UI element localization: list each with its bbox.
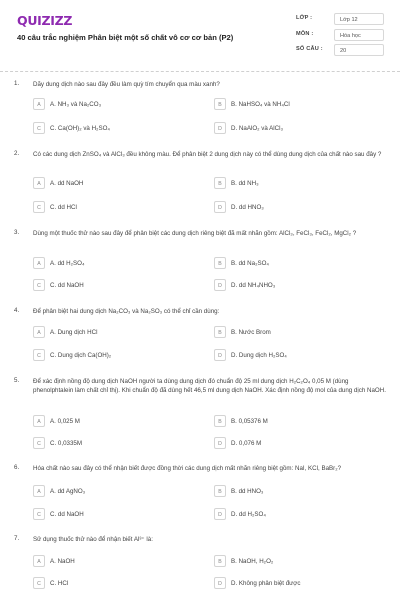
worksheet-title: 40 câu trắc nghiệm Phân biệt một số chất vô cơ cơ bản (P2) (17, 33, 234, 42)
meta-question-count (296, 44, 386, 58)
option-text: A. dd NaOH (50, 179, 84, 187)
option-text: D. 0,076 M (231, 439, 262, 447)
option-text: B. NaOH, H₂O₂ (231, 557, 274, 565)
option-text: C. Dung dịch Ca(OH)₂ (50, 351, 112, 359)
option-text: C. Ca(OH)₂ và H₂SO₄ (50, 124, 110, 132)
option-letter-box: A (33, 326, 45, 338)
option-letter-box: D (214, 201, 226, 213)
option-d[interactable] (214, 349, 390, 361)
option-c[interactable] (33, 577, 209, 589)
question-text: Dãy dung dịch nào sau đây đều làm quỳ tím chuyển qua màu xanh? (33, 81, 220, 88)
question-number: 6. (14, 464, 20, 471)
option-text: C. dd HCl (50, 203, 77, 211)
option-d[interactable] (214, 508, 390, 520)
option-text: A. 0,025 M (50, 417, 80, 425)
option-b[interactable] (214, 98, 390, 110)
option-text: C. 0,0335M (50, 439, 82, 447)
option-c[interactable] (33, 201, 209, 213)
option-d[interactable] (214, 437, 390, 449)
option-letter-box: C (33, 577, 45, 589)
option-b[interactable] (214, 177, 390, 189)
option-c[interactable] (33, 437, 209, 449)
option-text: D. dd H₂SO₄ (231, 510, 266, 518)
quizizz-logo: QUIZIZZ (17, 13, 73, 28)
meta-subject-value: Hóa học (334, 29, 384, 41)
option-d[interactable] (214, 577, 390, 589)
option-text: D. dd NH₄NHO₃ (231, 281, 276, 289)
option-text: A. dd AgNO₃ (50, 487, 86, 495)
option-c[interactable] (33, 279, 209, 291)
option-letter-box: C (33, 201, 45, 213)
option-letter-box: C (33, 437, 45, 449)
option-letter-box: D (214, 122, 226, 134)
question-number: 3. (14, 229, 20, 236)
option-letter-box: B (214, 555, 226, 567)
option-b[interactable] (214, 326, 390, 338)
option-text: A. Dung dịch HCl (50, 328, 98, 336)
option-text: D. dd HNO₃ (231, 203, 264, 211)
option-text: A. dd H₂SO₄ (50, 259, 85, 267)
question-number: 2. (14, 150, 20, 157)
option-letter-box: C (33, 508, 45, 520)
option-d[interactable] (214, 122, 390, 134)
option-a[interactable] (33, 485, 209, 497)
option-b[interactable] (214, 485, 390, 497)
meta-question-count-label: SỐ CÂU : (296, 46, 323, 52)
option-text: B. 0,05376 M (231, 417, 268, 425)
option-letter-box: A (33, 177, 45, 189)
option-d[interactable] (214, 279, 390, 291)
option-letter-box: A (33, 485, 45, 497)
option-text: B. Nước Brom (231, 328, 271, 336)
meta-class (296, 13, 386, 27)
option-letter-box: B (214, 485, 226, 497)
question-text: Có các dung dịch ZnSO₄ và AlCl₃ đều không màu. Để phân biệt 2 dung dịch này có thể dùng dung dịch của chất nào sau đây ? (33, 151, 382, 158)
option-letter-box: B (214, 177, 226, 189)
header-divider (0, 71, 400, 72)
option-b[interactable] (214, 257, 390, 269)
question-number: 5. (14, 377, 20, 384)
option-letter-box: B (214, 415, 226, 427)
option-letter-box: D (214, 508, 226, 520)
option-text: B. NaHSO₄ và NH₄Cl (231, 100, 290, 108)
option-letter-box: C (33, 349, 45, 361)
option-c[interactable] (33, 508, 209, 520)
option-a[interactable] (33, 555, 209, 567)
question-text: Để phân biệt hai dung dịch Na₂CO₃ và Na₂SO₃ có thể chỉ cần dùng: (33, 308, 220, 315)
option-text: C. dd NaOH (50, 281, 84, 289)
option-c[interactable] (33, 122, 209, 134)
option-text: C. HCl (50, 579, 69, 587)
question-text: Dùng một thuốc thử nào sau đây để phân biệt các dung dịch riêng biệt đã mất nhãn gồm: AlCl₃, FeCl₃, FeCl₂, MgCl₂ ? (33, 230, 357, 237)
worksheet-header (0, 0, 400, 70)
option-letter-box: B (214, 326, 226, 338)
meta-question-count-value: 20 (334, 44, 384, 56)
option-letter-box: C (33, 279, 45, 291)
option-b[interactable] (214, 555, 390, 567)
meta-class-label: LỚP : (296, 15, 313, 21)
option-text: A. NH₃ và Na₂CO₃ (50, 100, 102, 108)
option-letter-box: B (214, 98, 226, 110)
option-text: B. dd Na₂SO₄ (231, 259, 269, 267)
option-letter-box: D (214, 279, 226, 291)
option-text: D. Không phân biệt được (231, 579, 301, 587)
question-text: Hóa chất nào sau đây có thể nhận biết được đồng thời các dung dịch mất nhãn riêng biệt gồm: NaI, KCl, BaBr₂? (33, 465, 342, 472)
option-text: D. NaAlO₂ và AlCl₃ (231, 124, 284, 132)
meta-class-value: Lớp 12 (334, 13, 384, 25)
meta-subject-label: MÔN : (296, 31, 314, 37)
option-text: B. dd NH₃ (231, 179, 259, 187)
option-a[interactable] (33, 98, 209, 110)
option-letter-box: C (33, 122, 45, 134)
option-d[interactable] (214, 201, 390, 213)
option-text: B. dd HNO₃ (231, 487, 264, 495)
option-c[interactable] (33, 349, 209, 361)
option-letter-box: D (214, 437, 226, 449)
meta-subject (296, 29, 386, 43)
question-number: 1. (14, 80, 20, 87)
option-letter-box: B (214, 257, 226, 269)
option-a[interactable] (33, 177, 209, 189)
question-number: 4. (14, 307, 20, 314)
option-letter-box: A (33, 555, 45, 567)
option-text: D. Dung dịch H₂SO₄ (231, 351, 287, 359)
option-text: C. dd NaOH (50, 510, 84, 518)
option-letter-box: D (214, 577, 226, 589)
option-letter-box: D (214, 349, 226, 361)
option-letter-box: A (33, 415, 45, 427)
option-b[interactable] (214, 415, 390, 427)
option-letter-box: A (33, 98, 45, 110)
option-text: A. NaOH (50, 557, 75, 565)
option-a[interactable] (33, 326, 209, 338)
question-text: Sử dụng thuốc thử nào để nhận biết Al³⁺ là: (33, 536, 153, 543)
question-text: Để xác định nồng độ dung dịch NaOH người ta dùng dung dịch đó chuẩn độ 25 ml dung dịch H₂C₂O₄ 0,05 M (dùng phenolphtalein làm chất chỉ thị). Khi chuẩn độ đã dùng hết 46,5 ml dung dịch NaOH. Xác định nồng độ mol của dung dịch NaOH. (33, 378, 386, 394)
option-a[interactable] (33, 415, 209, 427)
question-number: 7. (14, 535, 20, 542)
option-a[interactable] (33, 257, 209, 269)
option-letter-box: A (33, 257, 45, 269)
